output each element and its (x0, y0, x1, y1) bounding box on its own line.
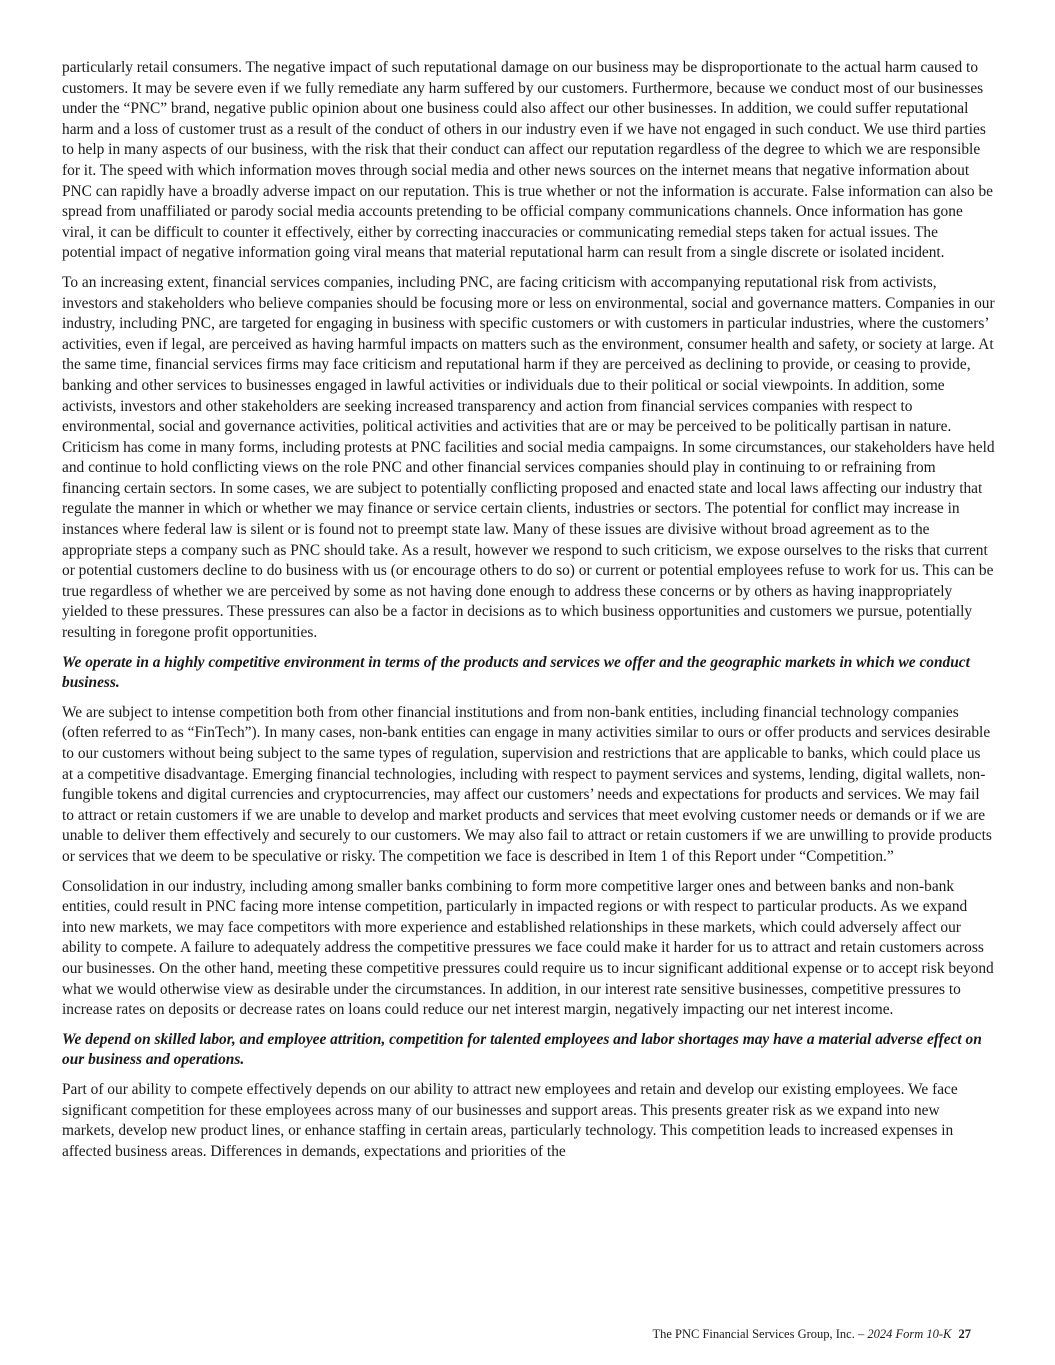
risk-heading-skilled-labor: We depend on skilled labor, and employee attrition, competition for talented employees and labor shortages may have a material adverse effect on our business and operations. (62, 1030, 982, 1069)
page-body (62, 58, 995, 1171)
footer-form: 2024 Form 10-K (867, 1327, 952, 1341)
risk-heading-competition: We operate in a highly competitive environment in terms of the products and services we offer and the geographic markets in which we conduct business. (62, 653, 970, 692)
footer-company: The PNC Financial Services Group, Inc. – (652, 1327, 865, 1341)
page-number: 27 (958, 1327, 971, 1341)
page-footer (652, 1326, 971, 1342)
paragraph-employee-competition: Part of our ability to compete effectively depends on our ability to attract new employees and retain and develop our existing employees. We face significant competition for these employees across many of our businesses and support areas. This presents greater risk as we expand into new markets, develop new product lines, or enhance staffing in certain areas, particularly technology. This competition leads to increased expenses in affected business areas. Differences in demands, expectations and priorities of the (62, 1080, 958, 1160)
paragraph-esg-criticism: To an increasing extent, financial services companies, including PNC, are facing criticism with accompanying reputational risk from activists, investors and stakeholders who believe companies should be focusing more or less on environmental, social and governance matters. Companies in our industry, including PNC, are targeted for engaging in business with specific customers or with customers in particular industries, where the customers’ activities, even if legal, are perceived as having harmful impacts on matters such as the environment, consumer health and safety, or society at large. At the same time, financial services firms may face criticism and reputational harm if they are perceived as declining to provide, or ceasing to provide, banking and other services to businesses engaged in lawful activities or individuals due to their political or social viewpoints. In addition, some activists, investors and other stakeholders are seeking increased transparency and action from financial services companies with respect to environmental, social and governance activities, political activities and activities that are or may be perceived to be politically partisan in nature. Criticism has come in many forms, including protests at PNC facilities and social media campaigns. In some circumstances, our stakeholders have held and continue to hold conflicting views on the role PNC and other financial services companies should play in continuing to or refraining from financing certain sectors. In some cases, we are subject to potentially conflicting proposed and enacted state and local laws affecting our industry that regulate the manner in which or whether we may finance or service certain clients, industries or sectors. The potential for conflict may increase in instances where federal law is silent or is found not to preempt state law. Many of these issues are divisive without broad agreement as to the appropriate steps a company such as PNC should take. As a result, however we respond to such criticism, we expose ourselves to the risks that current or potential customers decline to do business with us (or encourage others to do so) or current or potential employees refuse to work for us. This can be true regardless of whether we are perceived by some as not having done enough to address these concerns or by others as having inappropriately yielded to these pressures. These pressures can also be a factor in decisions as to which business opportunities and customers we pursue, potentially resulting in foregone profit opportunities. (62, 273, 995, 642)
paragraph-intense-competition: We are subject to intense competition both from other financial institutions and from non-bank entities, including financial technology companies (often referred to as “FinTech”). In many cases, non-bank entities can engage in many activities similar to ours or offer products and services desirable to our customers without being subject to the same types of regulation, supervision and restrictions that are applicable to banks, which could place us at a competitive disadvantage. Emerging financial technologies, including with respect to payment services and systems, lending, digital wallets, non-fungible tokens and digital currencies and cryptocurrencies, may affect our customers’ needs and expectations for products and services. We may fail to attract or retain customers if we are unable to develop and market products and services that meet evolving customer needs or demands or if we are unable to deliver them effectively and securely to our customers. We may also fail to attract or retain customers if we are unwilling to provide products or services that we deem to be speculative or risky. The competition we face is described in Item 1 of this Report under “Competition.” (62, 703, 992, 865)
paragraph-reputational-damage: particularly retail consumers. The negative impact of such reputational damage on our business may be disproportionate to the actual harm caused to customers. It may be severe even if we fully remediate any harm suffered by our customers. Furthermore, because we conduct most of our businesses under the “PNC” brand, negative public opinion about one business could also affect our other businesses. In addition, we could suffer reputational harm and a loss of customer trust as a result of the conduct of others in our industry even if we have not engaged in such conduct. We use third parties to help in many aspects of our business, with the risk that their conduct can affect our reputation regardless of the degree to which we are responsible for it. The speed with which information moves through social media and other news sources on the internet means that negative information about PNC can rapidly have a broadly adverse impact on our reputation. This is true whether or not the information is accurate. False information can also be spread from unaffiliated or parody social media accounts pretending to be official company communications channels. Once information has gone viral, it can be difficult to counter it effectively, either by correcting inaccuracies or communicating remedial steps taken for actual issues. The potential impact of negative information going viral means that material reputational harm can result from a single discrete or isolated incident. (62, 59, 993, 262)
paragraph-consolidation: Consolidation in our industry, including among smaller banks combining to form more competitive larger ones and between banks and non-bank entities, could result in PNC facing more intense competition, particularly in impacted regions or with respect to particular products. As we expand into new markets, we may face competitors with more experience and established relationships in these markets, which could adversely affect our ability to compete. A failure to adequately address the competitive pressures we face could make it harder for us to attract and retain customers across our businesses. On the other hand, meeting these competitive pressures could require us to incur significant additional expense or to accept risk beyond what we would otherwise view as desirable under the circumstances. In addition, in our interest rate sensitive businesses, competitive pressures to increase rates on deposits or decrease rates on loans could reduce our net interest margin, negatively impacting our net interest income. (62, 877, 994, 1019)
